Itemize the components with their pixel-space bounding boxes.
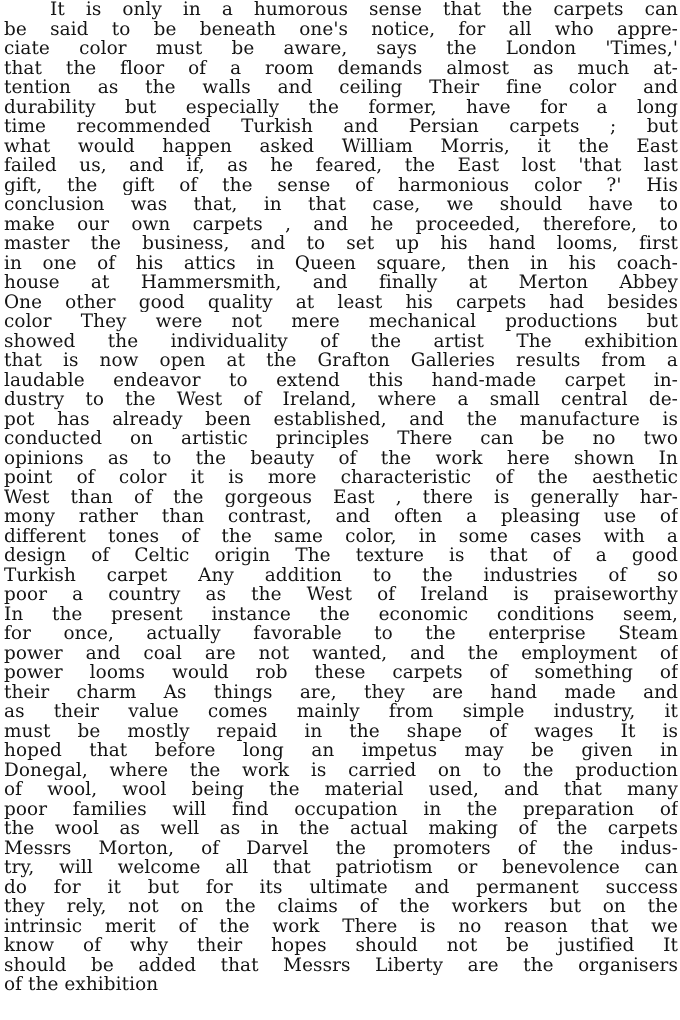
article-line: master the business, and to set up his hand looms, first — [4, 234, 678, 254]
article-line: ciate color must be aware, says the London 'Times,' — [4, 39, 678, 59]
article-column — [4, 0, 678, 995]
article-line: what would happen asked William Morris, it the East — [4, 136, 678, 156]
article-line: dustry to the West of Ireland, where a small central de- — [4, 390, 678, 410]
article-line: house at Hammersmith, and finally at Merton Abbey — [4, 273, 678, 293]
article-line: try, will welcome all that patriotism or benevolence can — [4, 858, 678, 878]
article-line: their charm As things are, they are hand made and — [4, 682, 678, 702]
article-line: mony rather than contrast, and often a pleasing use of — [4, 507, 678, 527]
article-line: for once, actually favorable to the enterprise Steam — [4, 624, 678, 644]
article-line: It is only in a humorous sense that the carpets can — [50, 0, 678, 20]
article-line: tention as the walls and ceiling Their fine color and — [4, 78, 678, 98]
article-line: gift, the gift of the sense of harmonious color ?' His — [4, 175, 678, 195]
article-line: they rely, not on the claims of the workers but on the — [4, 897, 678, 917]
article-line: poor a country as the West of Ireland is praiseworthy — [4, 585, 678, 605]
article-line: opinions as to the beauty of the work here shown In — [4, 448, 678, 468]
article-line: poor families will find occupation in the preparation of — [4, 799, 678, 819]
article-line: be said to be beneath one's notice, for all who appre- — [4, 19, 678, 39]
article-line: point of color it is more characteristic of the aesthetic — [4, 468, 678, 488]
article-line: power and coal are not wanted, and the employment of — [4, 643, 678, 663]
article-line: showed the individuality of the artist The exhibition — [4, 331, 678, 351]
article-line: conclusion was that, in that case, we should have to — [4, 195, 678, 215]
article-line: design of Celtic origin The texture is that of a good — [4, 546, 678, 566]
article-line: in one of his attics in Queen square, then in his coach- — [4, 253, 678, 273]
article-line: durability but especially the former, have for a long — [4, 97, 678, 117]
article-line: that is now open at the Grafton Galleries results from a — [4, 351, 678, 371]
article-line: failed us, and if, as he feared, the East lost 'that last — [4, 156, 678, 176]
article-line: Turkish carpet Any addition to the industries of so — [4, 565, 678, 585]
article-line: pot has already been established, and the manufacture is — [4, 409, 678, 429]
article-line: conducted on artistic principles There can be no two — [4, 429, 678, 449]
article-line: power looms would rob these carpets of something of — [4, 663, 678, 683]
article-line: color They were not mere mechanical productions but — [4, 312, 678, 332]
article-line: know of why their hopes should not be justified It — [4, 936, 678, 956]
article-line: Messrs Morton, of Darvel the promoters of the indus- — [4, 838, 678, 858]
article-line: One other good quality at least his carpets had besides — [4, 292, 678, 312]
article-line: Donegal, where the work is carried on to the production — [4, 760, 678, 780]
article-line: make our own carpets , and he proceeded, therefore, to — [4, 214, 678, 234]
article-line: time recommended Turkish and Persian carpets ; but — [4, 117, 678, 137]
article-line: should be added that Messrs Liberty are the organisers — [4, 955, 678, 975]
article-line: hoped that before long an impetus may be given in — [4, 741, 678, 761]
article-line: the wool as well as in the actual making of the carpets — [4, 819, 678, 839]
article-line: that the floor of a room demands almost as much at- — [4, 58, 678, 78]
article-line: as their value comes mainly from simple industry, it — [4, 702, 678, 722]
article-line: laudable endeavor to extend this hand-made carpet in- — [4, 370, 678, 390]
article-line: of wool, wool being the material used, and that many — [4, 780, 678, 800]
article-line: intrinsic merit of the work There is no reason that we — [4, 916, 678, 936]
article-line: must be mostly repaid in the shape of wages It is — [4, 721, 678, 741]
article-line: West than of the gorgeous East , there is generally har- — [4, 487, 678, 507]
article-line: In the present instance the economic conditions seem, — [4, 604, 678, 624]
article-line: do for it but for its ultimate and permanent success — [4, 877, 678, 897]
article-line: of the exhibition — [4, 975, 159, 995]
article-line: different tones of the same color, in some cases with a — [4, 526, 678, 546]
